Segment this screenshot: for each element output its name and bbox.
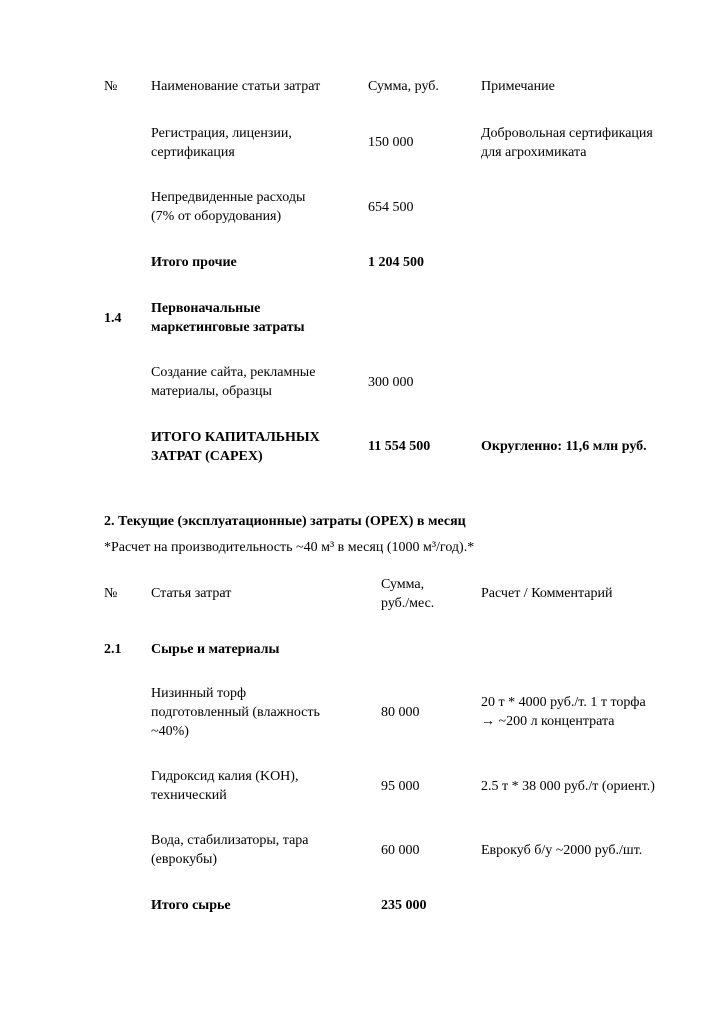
opex-row-comment: 2.5 т * 38 000 руб./т (ориент.) [481, 779, 655, 794]
capex-header-note: Примечание [481, 79, 555, 94]
opex-section-note: *Расчет на производительность ~40 м³ в месяц (1000 м³/год).* [104, 540, 475, 555]
capex-total-label-line: ИТОГО КАПИТАЛЬНЫХ [151, 430, 320, 445]
capex-row-note-line: Добровольная сертификация [481, 126, 653, 141]
capex-total-sum: 11 554 500 [368, 439, 431, 454]
capex-row-name-line: Создание сайта, рекламные [151, 365, 316, 380]
opex-row-name-line: технический [151, 788, 227, 803]
capex-row-name-line: сертификация [151, 145, 235, 160]
opex-subtotal-label: Итого сырье [151, 898, 231, 913]
opex-section-heading: 2. Текущие (эксплуатационные) затраты (OPEX) в месяц [104, 514, 466, 529]
opex-header-sum-line: руб./мес. [381, 596, 435, 611]
capex-row-sum: 654 500 [368, 200, 414, 215]
capex-section-title-line: маркетинговые затраты [151, 320, 305, 335]
capex-row-name-line: Регистрация, лицензии, [151, 126, 292, 141]
capex-header-sum: Сумма, руб. [368, 79, 439, 94]
capex-row-sum: 150 000 [368, 135, 414, 150]
capex-row-note-line: для агрохимиката [481, 145, 587, 160]
opex-row-name-line: Низинный торф [151, 686, 247, 701]
opex-row-name-line: подготовленный (влажность [151, 705, 320, 720]
capex-header-name: Наименование статьи затрат [151, 79, 321, 94]
opex-section-title: Сырье и материалы [151, 642, 280, 657]
capex-row-name-line: материалы, образцы [151, 384, 272, 399]
opex-row-name-line: Гидроксид калия (KOH), [151, 769, 299, 784]
opex-row-sum: 80 000 [381, 705, 420, 720]
opex-row-name-line: Вода, стабилизаторы, тара [151, 833, 309, 848]
opex-subtotal-sum: 235 000 [381, 898, 427, 913]
opex-row-comment-line: → ~200 л концентрата [481, 714, 615, 729]
opex-row-comment-line: 20 т * 4000 руб./т. 1 т торфа [481, 695, 646, 710]
capex-total-note: Округленно: 11,6 млн руб. [481, 439, 647, 454]
opex-header-sum-line: Сумма, [381, 577, 425, 592]
capex-row-name-line: (7% от оборудования) [151, 209, 282, 224]
capex-section-title-line: Первоначальные [151, 301, 261, 316]
capex-header-num: № [104, 79, 118, 94]
opex-row-sum: 60 000 [381, 843, 420, 858]
capex-subtotal-label: Итого прочие [151, 255, 237, 270]
opex-row-name-line: (еврокубы) [151, 852, 218, 867]
opex-section-num: 2.1 [104, 642, 122, 657]
capex-subtotal-sum: 1 204 500 [368, 255, 424, 270]
opex-row-name-line: ~40%) [151, 724, 189, 739]
opex-header-name: Статья затрат [151, 586, 232, 601]
opex-row-sum: 95 000 [381, 779, 420, 794]
capex-section-num: 1.4 [104, 311, 122, 326]
opex-row-comment: Еврокуб б/у ~2000 руб./шт. [481, 843, 643, 858]
opex-header-comment: Расчет / Комментарий [481, 586, 613, 601]
capex-total-label-line: ЗАТРАТ (CAPEX) [151, 449, 263, 464]
capex-row-name-line: Непредвиденные расходы [151, 190, 306, 205]
opex-header-num: № [104, 586, 118, 601]
capex-row-sum: 300 000 [368, 375, 414, 390]
